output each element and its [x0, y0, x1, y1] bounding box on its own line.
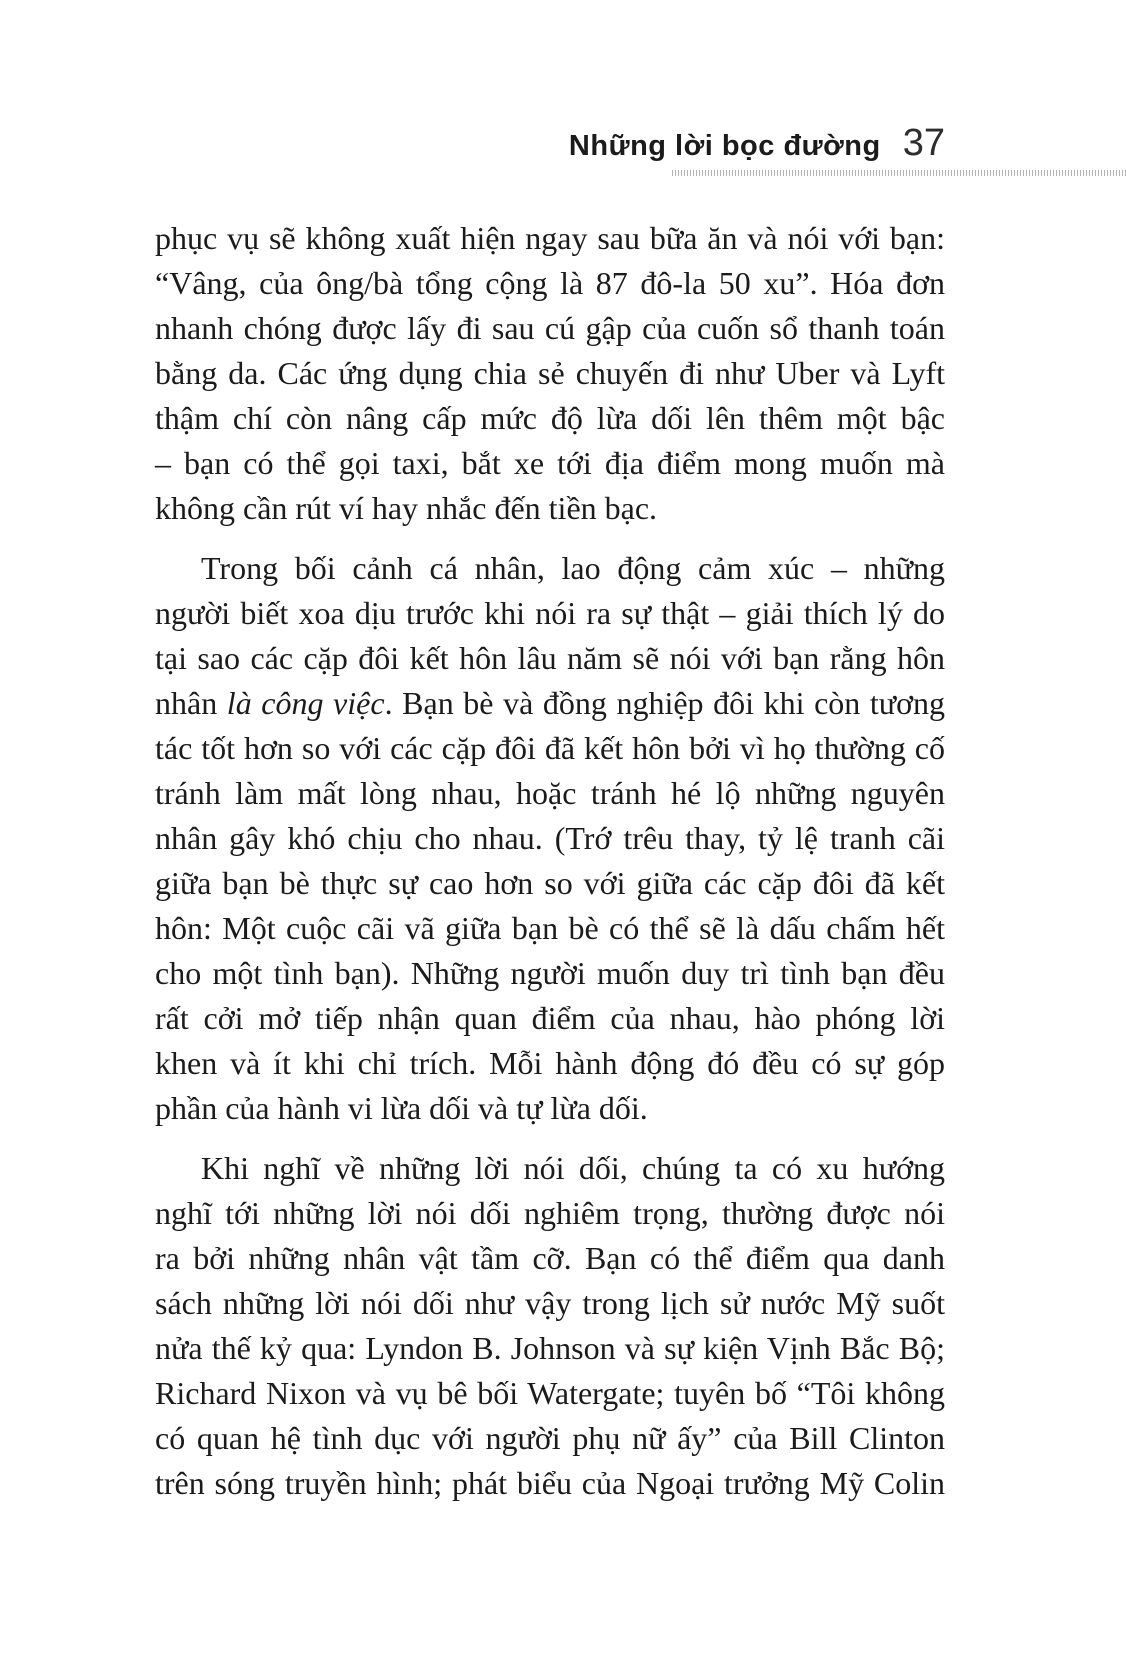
text-segment: trên sóng truyền hình; phát biểu của Ngoại trưởng Mỹ Colin — [155, 1465, 945, 1501]
header-rule — [672, 170, 1126, 176]
text-segment: Richard Nixon và vụ bê bối Watergate; tuyên bố “Tôi không — [155, 1375, 945, 1411]
text-segment: bằng da. Các ứng dụng chia sẻ chuyến đi như Uber và Lyft — [155, 355, 945, 391]
text-segment: khen và ít khi chỉ trích. Mỗi hành động đó đều có sự góp — [155, 1045, 945, 1081]
text-segment: người biết xoa dịu trước khi nói ra sự thật – giải thích lý do — [155, 595, 945, 631]
text-segment: Khi nghĩ về những lời nói dối, chúng ta có xu hướng — [201, 1150, 945, 1186]
paragraph — [155, 216, 945, 531]
text-segment: nhân gây khó chịu cho nhau. (Trớ trêu thay, tỷ lệ tranh cãi — [155, 820, 945, 856]
text-segment: phần của hành vi lừa dối và tự lừa dối. — [155, 1090, 648, 1126]
paragraph — [155, 1146, 945, 1506]
text-segment: cho một tình bạn). Những người muốn duy trì tình bạn đều — [155, 955, 945, 991]
text-segment: rất cởi mở tiếp nhận quan điểm của nhau, hào phóng lời — [155, 1000, 945, 1036]
text-segment: hôn: Một cuộc cãi vã giữa bạn bè có thể sẽ là dấu chấm hết — [155, 910, 945, 946]
text-line — [155, 906, 945, 951]
text-line — [155, 306, 945, 351]
text-segment: tại sao các cặp đôi kết hôn lâu năm sẽ nói với bạn rằng hôn — [155, 640, 945, 676]
text-line — [155, 396, 945, 441]
text-segment: nhân — [155, 685, 227, 721]
text-segment: nhanh chóng được lấy đi sau cú gập của cuốn sổ thanh toán — [155, 310, 945, 346]
text-line — [155, 816, 945, 861]
running-title: Những lời bọc đường — [568, 130, 881, 162]
text-line — [155, 1281, 945, 1326]
text-segment: . Bạn bè và đồng nghiệp đôi khi còn tương — [384, 685, 946, 721]
text-segment: Trong bối cảnh cá nhân, lao động cảm xúc – những — [201, 550, 945, 586]
text-segment: có quan hệ tình dục với người phụ nữ ấy” của Bill Clinton — [155, 1420, 945, 1456]
body-text — [155, 216, 945, 1506]
text-line — [155, 1191, 945, 1236]
page-header — [569, 122, 945, 165]
text-segment: tác tốt hơn so với các cặp đôi đã kết hôn bởi vì họ thường cố — [155, 730, 945, 766]
text-line — [155, 996, 945, 1041]
text-line — [155, 1041, 945, 1086]
text-segment: phục vụ sẽ không xuất hiện ngay sau bữa ăn và nói với bạn: — [155, 220, 945, 256]
text-line — [155, 1371, 945, 1416]
text-line — [155, 261, 945, 306]
text-line — [155, 216, 945, 261]
text-line — [155, 486, 945, 531]
page-number: 37 — [902, 122, 945, 164]
text-line — [155, 1086, 945, 1131]
text-line — [155, 1236, 945, 1281]
text-line — [155, 861, 945, 906]
text-line — [155, 771, 945, 816]
text-line — [155, 681, 945, 726]
text-line — [155, 726, 945, 771]
text-segment: “Vâng, của ông/bà tổng cộng là 87 đô-la 50 xu”. Hóa đơn — [155, 265, 945, 301]
text-segment: giữa bạn bè thực sự cao hơn so với giữa các cặp đôi đã kết — [155, 865, 945, 901]
text-line — [155, 351, 945, 396]
text-line — [155, 1146, 945, 1191]
text-segment: – bạn có thể gọi taxi, bắt xe tới địa điểm mong muốn mà — [155, 445, 945, 481]
text-segment: ra bởi những nhân vật tầm cỡ. Bạn có thể điểm qua danh — [155, 1240, 945, 1276]
text-segment: tránh làm mất lòng nhau, hoặc tránh hé lộ những nguyên — [155, 775, 945, 811]
text-segment: sách những lời nói dối như vậy trong lịch sử nước Mỹ suốt — [155, 1285, 945, 1321]
text-segment: nửa thế kỷ qua: Lyndon B. Johnson và sự kiện Vịnh Bắc Bộ; — [155, 1330, 945, 1366]
text-segment: thậm chí còn nâng cấp mức độ lừa dối lên thêm một bậc — [155, 400, 945, 436]
text-line — [155, 546, 945, 591]
text-segment: nghĩ tới những lời nói dối nghiêm trọng, thường được nói — [155, 1195, 945, 1231]
paragraph — [155, 546, 945, 1131]
text-segment: không cần rút ví hay nhắc đến tiền bạc. — [155, 490, 658, 526]
text-line — [155, 1416, 945, 1461]
italic-text-segment: là công việc — [226, 685, 385, 721]
text-line — [155, 1326, 945, 1371]
text-line — [155, 1461, 945, 1506]
text-line — [155, 951, 945, 996]
text-line — [155, 636, 945, 681]
text-line — [155, 441, 945, 486]
text-line — [155, 591, 945, 636]
